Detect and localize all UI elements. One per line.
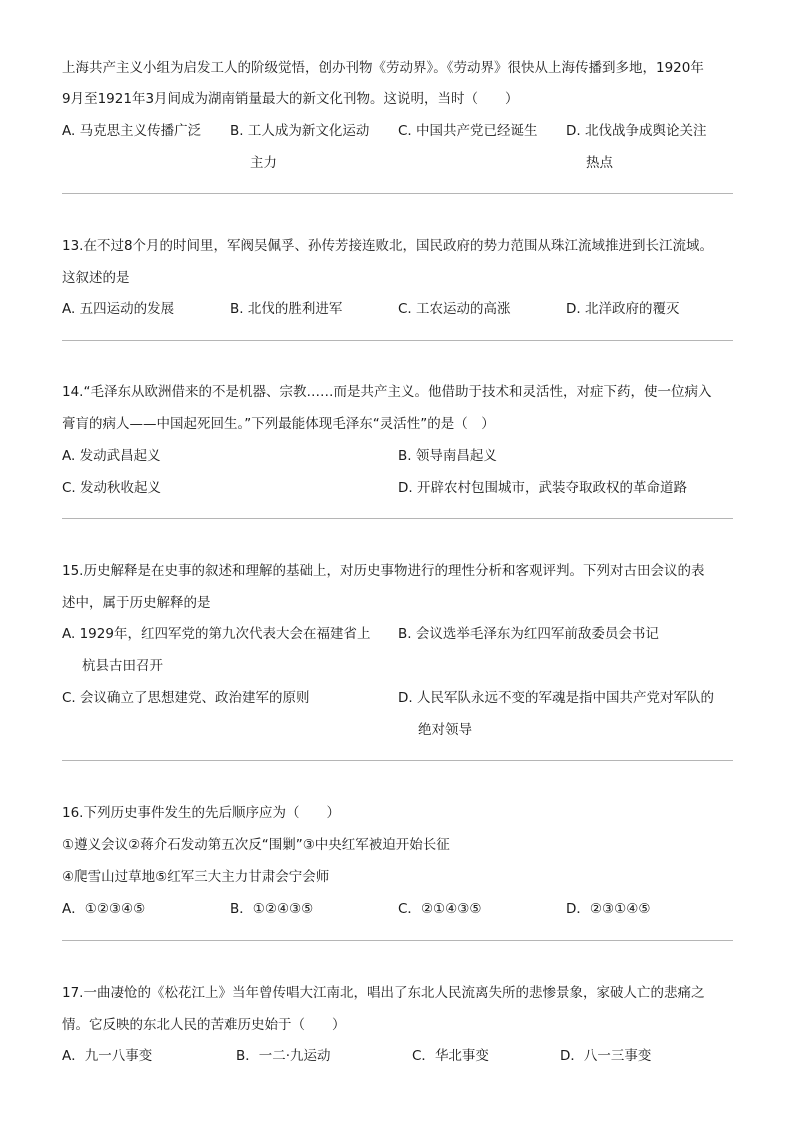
- option-b[interactable]: B. 工人成为新文化运动: [230, 123, 370, 139]
- option-a-continuation: 杭县古田召开: [82, 658, 163, 674]
- question-stem-line: 17.一曲凄怆的《松花江上》当年曾传唱大江南北，唱出了东北人民流离失所的悲惨景象，家破人亡的悲痛之: [62, 985, 705, 1001]
- option-b[interactable]: B. 会议选举毛泽东为红四军前敌委员会书记: [398, 626, 659, 642]
- question-stem-line: 9月至1921年3月间成为湖南销量最大的新文化刊物。这说明，当时（ ）: [62, 91, 519, 107]
- option-a[interactable]: A. 五四运动的发展: [62, 301, 175, 317]
- option-b[interactable]: B. 北伐的胜利进军: [230, 301, 343, 317]
- question-divider: [62, 760, 733, 761]
- option-c[interactable]: C. 中国共产党已经诞生: [398, 123, 538, 139]
- question-stem-line: ④爬雪山过草地⑤红军三大主力甘肃会宁会师: [62, 869, 330, 885]
- question-stem-line: 这叙述的是: [62, 270, 130, 286]
- option-c[interactable]: C. 发动秋收起义: [62, 480, 162, 496]
- question-stem-line: 述中，属于历史解释的是: [62, 595, 211, 611]
- question-stem-line: 14.“毛泽东从欧洲借来的不是机器、宗教……而是共产主义。他借助于技术和灵活性，对症下药，使一位病入: [62, 384, 712, 400]
- question-stem-line: 13.在不过8个月的时间里，军阀吴佩孚、孙传芳接连败北，国民政府的势力范围从珠江流域推进到长江流域。: [62, 238, 714, 254]
- option-d[interactable]: D. 北伐战争成舆论关注: [566, 123, 707, 139]
- option-d[interactable]: D. 开辟农村包围城市，武装夺取政权的革命道路: [398, 480, 687, 496]
- option-d-continuation: 绝对领导: [418, 722, 472, 738]
- option-c[interactable]: C．②①④③⑤: [398, 901, 482, 917]
- option-c[interactable]: C. 工农运动的高涨: [398, 301, 511, 317]
- option-a[interactable]: A．①②③④⑤: [62, 901, 146, 917]
- option-d[interactable]: D．②③①④⑤: [566, 901, 651, 917]
- option-b[interactable]: B．一二·九运动: [236, 1048, 331, 1064]
- option-d[interactable]: D. 人民军队永远不变的军魂是指中国共产党对军队的: [398, 690, 714, 706]
- question-stem-line: 膏肓的病人——中国起死回生。”下列最能体现毛泽东“灵活性”的是（ ）: [62, 416, 495, 432]
- option-a[interactable]: A. 1929年，红四军党的第九次代表大会在福建省上: [62, 626, 371, 642]
- option-b[interactable]: B．①②④③⑤: [230, 901, 314, 917]
- option-d[interactable]: D．八一三事变: [560, 1048, 652, 1064]
- option-a[interactable]: A. 马克思主义传播广泛: [62, 123, 202, 139]
- question-stem-line: 15.历史解释是在史事的叙述和理解的基础上，对历史事物进行的理性分析和客观评判。下列对古田会议的表: [62, 563, 705, 579]
- question-stem-line: 16.下列历史事件发生的先后顺序应为（ ）: [62, 805, 340, 821]
- question-divider: [62, 340, 733, 341]
- option-b-continuation: 主力: [250, 155, 277, 171]
- option-c[interactable]: C．华北事变: [412, 1048, 489, 1064]
- question-stem-line: 情。它反映的东北人民的苦难历史始于（ ）: [62, 1017, 346, 1033]
- option-b[interactable]: B. 领导南昌起义: [398, 448, 497, 464]
- option-a[interactable]: A. 发动武昌起义: [62, 448, 161, 464]
- question-stem-line: 上海共产主义小组为启发工人的阶级觉悟，创办刊物《劳动界》。《劳动界》很快从上海传播到多地，1920年: [62, 60, 704, 76]
- option-c[interactable]: C. 会议确立了思想建党、政治建军的原则: [62, 690, 310, 706]
- option-d-continuation: 热点: [586, 155, 613, 171]
- option-d[interactable]: D. 北洋政府的覆灭: [566, 301, 680, 317]
- question-divider: [62, 518, 733, 519]
- question-divider: [62, 193, 733, 194]
- option-a[interactable]: A．九一八事变: [62, 1048, 153, 1064]
- question-stem-line: ①遵义会议②蒋介石发动第五次反“围剿”③中央红军被迫开始长征: [62, 837, 450, 853]
- question-divider: [62, 940, 733, 941]
